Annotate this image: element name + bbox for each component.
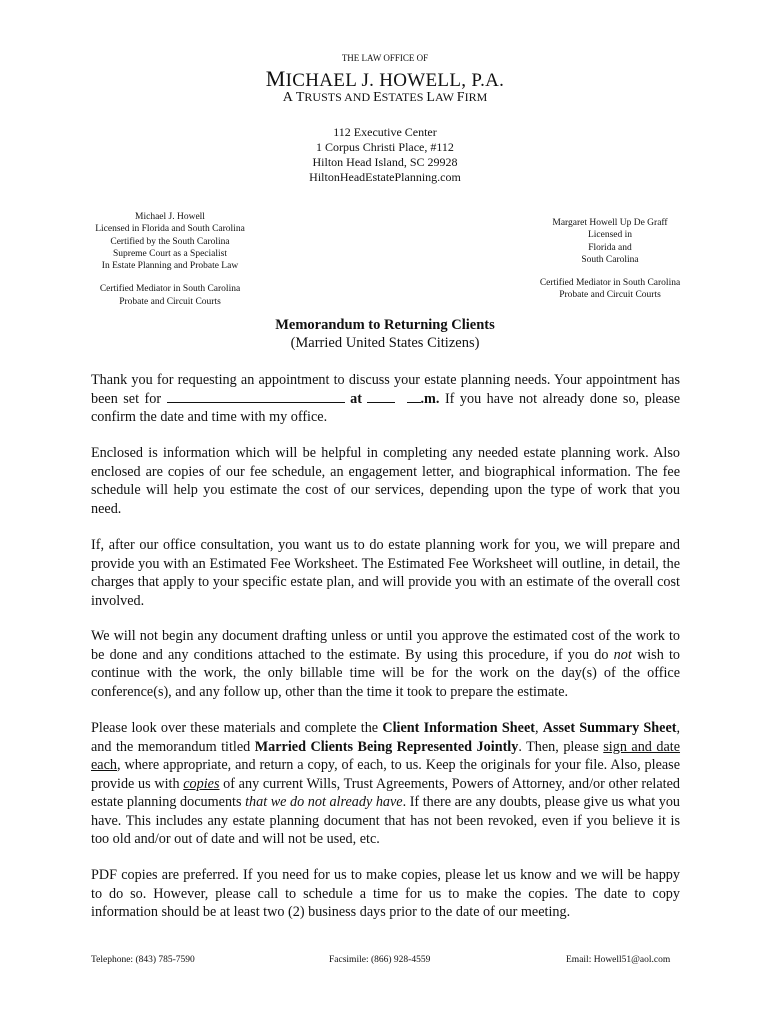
paragraph-consultation: If, after our office consultation, you want us to do estate planning work for you, we will prepare and provide you with an Estimated Fee Worksheet. The Estimated Fee Worksheet will outline, in detail, the charges that apply to your specific estate plan, and will provide you with an estimate of the overall cost involved. bbox=[91, 537, 680, 609]
left-attorney-credentials: Michael J. Howell Licensed in Florida and South Carolina Certified by the South Carolina Supreme Court as a Specialist In Estate Planning and Probate Law Certified Mediator in South Carolina Probate and Circuit Courts bbox=[95, 212, 245, 307]
paragraph-pdf-copies: PDF copies are preferred. If you need for us to make copies, please let us know and we will be happy to do so. However, please call to schedule a time for us to make the copies. The date to copy information should be at least two (2) business days prior to the date of our meeting. bbox=[91, 867, 680, 920]
paragraph-appointment: Thank you for requesting an appointment to discuss your estate planning needs. Your appointment has been set for at .m. If you have not already done so, please confirm the date and time with my office. bbox=[91, 372, 681, 425]
website-link[interactable]: HiltonHeadEstatePlanning.com bbox=[309, 170, 461, 184]
right-attorney-credentials: Margaret Howell Up De Graff Licensed in Florida and South Carolina Certified Mediator in South Carolina Probate and Circuit Courts bbox=[539, 218, 681, 301]
memo-title: Memorandum to Returning Clients bbox=[275, 317, 495, 333]
time-blank[interactable] bbox=[367, 390, 395, 403]
date-blank[interactable] bbox=[167, 390, 345, 403]
address-line: 1 Corpus Christi Place, #112 bbox=[316, 140, 454, 154]
letterhead-pretitle: THE LAW OFFICE OF bbox=[341, 53, 429, 63]
footer-telephone: Telephone: (843) 785-7590 bbox=[91, 955, 195, 965]
paragraph-drafting: We will not begin any document drafting unless or until you approve the estimated cost of the work to be done and any conditions attached to the estimate. By using this procedure, if you do not wish to continue with the work, the only billable time will be for the work on the day(s) of the office conference(s), and any follow up, other than the time it took to prepare the estimate. bbox=[91, 628, 681, 700]
ampm-blank[interactable] bbox=[407, 390, 421, 403]
firm-address bbox=[0, 125, 770, 185]
paragraph-materials: Please look over these materials and complete the Client Information Sheet, Asset Summary Sheet, and the memorandum titled Married Clients Being Represented Jointly. Then, please sign and date each, where appropriate, and return a copy, of each, to us. Keep the originals for your file. Also, please provide us with copies of any current Wills, Trust Agreements, Powers of Attorney, and/or other related estate planning documents that we do not already have. If there are any doubts, please give us what you have. This includes any estate planning document that has not been revoked, even if you believe it is too old and/or out of date and will not be used, etc. bbox=[91, 720, 681, 847]
paragraph-enclosed-info: Enclosed is information which will be helpful in completing any needed estate planning work. Also enclosed are copies of our fee schedule, an engagement letter, and biographical information. The fee schedule will help you estimate the cost of our services, depending upon the type of work that you need. bbox=[91, 445, 680, 517]
footer-facsimile: Facsimile: (866) 928-4559 bbox=[329, 955, 431, 965]
firm-name: MICHAEL J. HOWELL, P.A. bbox=[265, 66, 505, 91]
address-line: 112 Executive Center bbox=[333, 125, 437, 139]
address-line: Hilton Head Island, SC 29928 bbox=[312, 155, 458, 169]
firm-tagline: A TRUSTS AND ESTATES LAW FIRM bbox=[282, 90, 488, 105]
footer-email[interactable]: Email: Howell51@aol.com bbox=[566, 955, 671, 965]
memo-subtitle: (Married United States Citizens) bbox=[290, 335, 480, 351]
